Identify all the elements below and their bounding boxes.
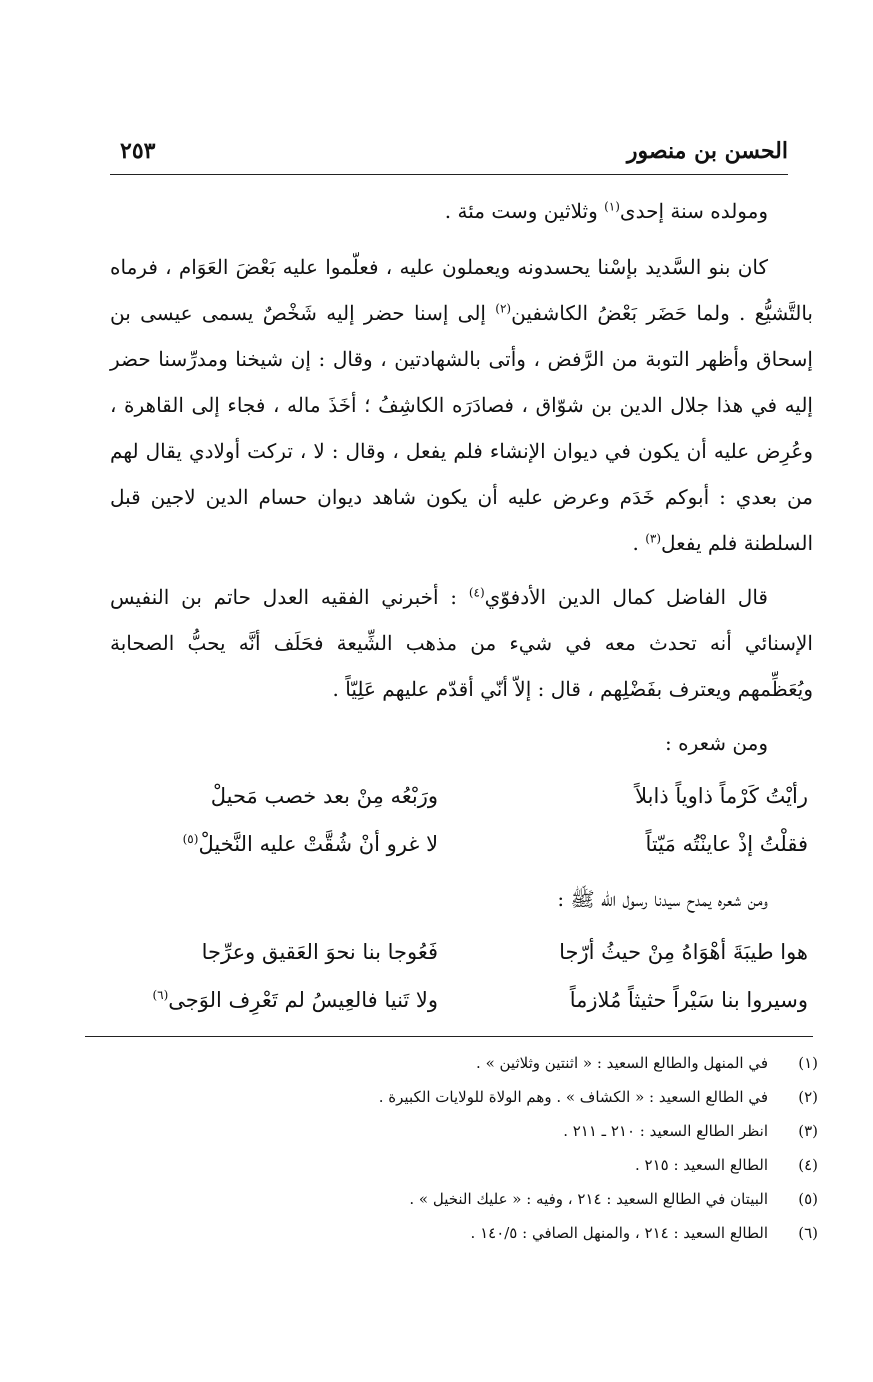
paragraph-adfuwi — [110, 574, 813, 712]
poem-1 — [110, 772, 813, 868]
footnote — [118, 1148, 818, 1182]
footnote-ref-5: (٥) — [182, 832, 199, 846]
footnote-text: انظر الطالع السعيد : ٢١٠ ـ ٢١١ . — [563, 1122, 768, 1140]
footnotes — [118, 1046, 818, 1250]
verse-first-hemistich: فقلْتُ إذْ عاينْتُه مَيّتاً — [645, 832, 808, 856]
footnote — [118, 1114, 818, 1148]
paragraph-birth — [110, 188, 813, 234]
verse-second-hemistich — [110, 820, 458, 868]
hemistich-text: ورَبْعُه مِنْ بعد خصب مَحيلْ — [210, 784, 439, 808]
footnote-ref-1: (١) — [604, 199, 620, 214]
footnote-ref-6: (٦) — [152, 988, 169, 1002]
hemistich-text: فَعُوجا بنا نحوَ العَقيق وعرِّجا — [201, 940, 439, 964]
hemistich-text: لا غرو أنْ شُقَّتْ عليه النَّخيلْ — [198, 832, 439, 856]
verse-line — [110, 928, 813, 976]
hemistich-text: ولا تَنيا فالعِيسُ لم تَعْرِف الوَجى — [168, 988, 439, 1012]
main-text — [110, 188, 813, 1032]
verse-first-hemistich: هوا طيبَةَ أهْوَاهُ مِنْ حيثُ أرّجا — [559, 940, 808, 964]
footnote — [118, 1182, 818, 1216]
verse-line — [110, 772, 813, 820]
verse-first-hemistich: رأيْتُ كَرْماً ذاوياً ذابلاً — [635, 784, 808, 808]
text-run: إلى إسنا حضر إليه شَخْصٌ يسمى عيسى بن إسحاق وأظهر التوبة من الرَّفض ، وأتى بالشهادتين ، وقال : إن شيخنا ومدرِّسنا حضر إليه في هذا جلال الدين بن شوّاق ، فصادَرَه الكاشِفُ ؛ أخَذَ ماله ، فجاء إلى القاهرة ، وعُرِض عليه أن يكون في ديوان الإنشاء فلم يفعل ، وقال : لا ، تركت أولادي يقال لهم من بعدي : أبوكم خَدَم وعرض عليه أن يكون شاهد ديوان حسام الدين لاجين قبل السلطنة فلم يفعل — [110, 301, 813, 555]
text-run: . — [632, 531, 646, 555]
footnote-number: (٥) — [798, 1190, 818, 1208]
paragraph-bani-sadid — [110, 244, 813, 566]
verse-second-hemistich — [110, 976, 458, 1024]
verse-first-hemistich: وسيروا بنا سَيْراً حثيثاً مُلازماً — [569, 988, 808, 1012]
text-run: وثلاثين وست مئة . — [444, 199, 605, 223]
verse-line — [110, 976, 813, 1024]
footnote-text: الطالع السعيد : ٢١٤ ، والمنهل الصافي : ١٤٠/٥ . — [470, 1224, 768, 1242]
footnote-text: الطالع السعيد : ٢١٥ . — [635, 1156, 768, 1174]
footnote — [118, 1216, 818, 1250]
footnote-ref-3: (٣) — [645, 531, 662, 546]
text-run: : أخبرني الفقيه العدل حاتم بن النفيس الإسنائي أنه تحدث معه في شيء من مذهب الشِّيعة فحَلَف أنَّه يحبُّ الصحابة ويُعَظِّمهم ويعترف بفَضْلِهم ، قال : إلاّ أنّي أقدّم عليهم عَلِيّاً . — [110, 585, 813, 701]
footnote-separator — [85, 1036, 813, 1037]
running-title: الحسن بن منصور — [626, 138, 788, 164]
running-header — [110, 138, 788, 175]
poem-intro-2: ومن شعره يمدح سيدنا رسول الله ﷺ : — [557, 887, 768, 911]
footnote-number: (٣) — [798, 1122, 818, 1140]
text-run: ومولده سنة إحدى — [619, 199, 768, 223]
verse-second-hemistich — [110, 928, 458, 976]
footnote-text: في المنهل والطالع السعيد : « اثنتين وثلاثين » . — [476, 1054, 768, 1072]
text-run: قال الفاضل كمال الدين الأدفوّي — [484, 585, 768, 609]
verse-second-hemistich — [110, 772, 458, 820]
text-run: كان بنو السَّديد بإسْنا يحسدونه ويعملون عليه ، فعلّموا عليه بَعْضَ العَوَام ، فرماه بالتَّشيُّع . ولما حَضَر بَعْضُ الكاشفين — [110, 255, 813, 325]
footnote — [118, 1046, 818, 1080]
footnote-number: (٢) — [798, 1088, 818, 1106]
footnote — [118, 1080, 818, 1114]
verse-line — [110, 820, 813, 868]
footnote-text: البيتان في الطالع السعيد : ٢١٤ ، وفيه : « عليك النخيل » . — [409, 1190, 768, 1208]
page-number: ٢٥٣ — [120, 138, 156, 164]
poem-intro-1: ومن شعره : — [665, 731, 768, 755]
footnote-number: (١) — [798, 1054, 818, 1072]
poem-2 — [110, 928, 813, 1024]
footnote-number: (٦) — [798, 1224, 818, 1242]
footnote-number: (٤) — [798, 1156, 818, 1174]
footnote-ref-4: (٤) — [468, 585, 485, 600]
footnote-ref-2: (٢) — [495, 301, 512, 316]
footnote-text: في الطالع السعيد : « الكشاف » . وهم الولاة للولايات الكبيرة . — [378, 1088, 768, 1106]
